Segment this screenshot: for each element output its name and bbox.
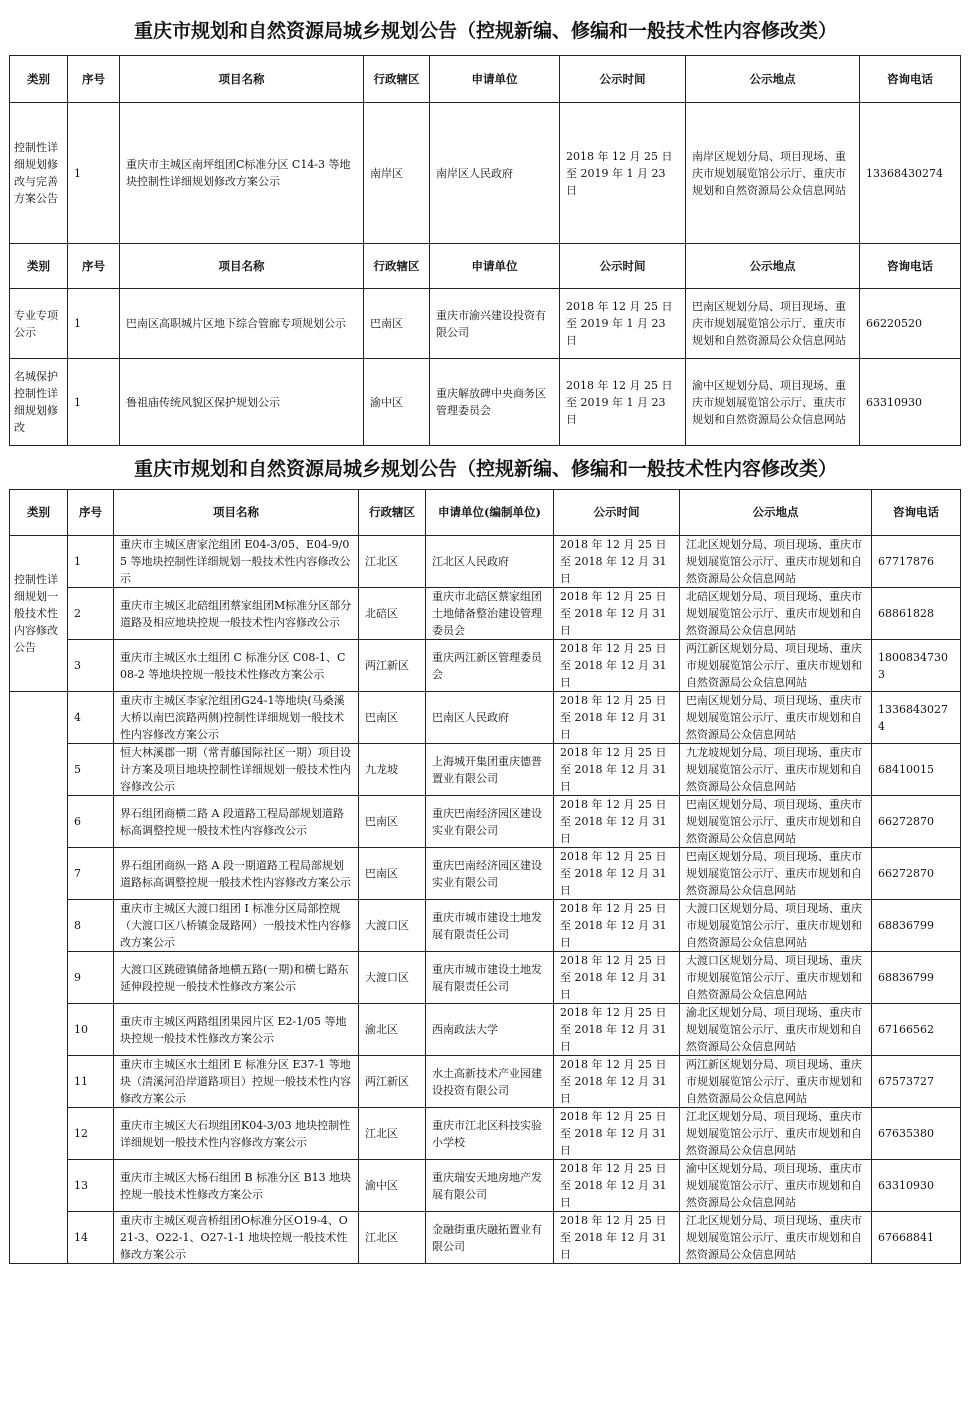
phone: 66272870 [872, 796, 961, 848]
publicity-time: 2018 年 12 月 25 日至 2018 年 12 月 31 日 [554, 796, 680, 848]
district: 北碚区 [359, 588, 426, 640]
publicity-time: 2018 年 12 月 25 日至 2018 年 12 月 31 日 [554, 1160, 680, 1212]
header-project-name: 项目名称 [120, 56, 364, 103]
phone: 66220520 [860, 289, 961, 359]
publicity-place: 大渡口区规划分局、项目现场、重庆市规划展览馆公示厅、重庆市规划和自然资源局公众信息网站 [680, 900, 872, 952]
header-applicant: 申请单位 [430, 244, 560, 289]
row-number: 7 [68, 848, 114, 900]
district: 江北区 [359, 1212, 426, 1264]
header-applicant: 申请单位(编制单位) [426, 490, 554, 536]
district: 渝中区 [359, 1160, 426, 1212]
table-row [10, 103, 961, 244]
category-cell: 控制性详细规划修改与完善方案公告 [10, 103, 68, 244]
applicant: 重庆市城市建设土地发展有限责任公司 [426, 900, 554, 952]
publicity-place: 江北区规划分局、项目现场、重庆市规划展览馆公示厅、重庆市规划和自然资源局公众信息网站 [680, 1108, 872, 1160]
project-name: 重庆市主城区水土组团 E 标准分区 E37-1 等地块（清溪河沿岸道路项目）控规一般技术性内容修改方案公示 [114, 1056, 359, 1108]
publicity-place: 北碚区规划分局、项目现场、重庆市规划展览馆公示厅、重庆市规划和自然资源局公众信息网站 [680, 588, 872, 640]
district: 九龙坡 [359, 744, 426, 796]
row-number: 8 [68, 900, 114, 952]
table-row [10, 1212, 961, 1264]
table-row [10, 796, 961, 848]
phone: 63310930 [872, 1160, 961, 1212]
row-number: 9 [68, 952, 114, 1004]
header-district: 行政辖区 [364, 244, 430, 289]
table-row [10, 359, 961, 446]
applicant: 西南政法大学 [426, 1004, 554, 1056]
applicant: 重庆市北碚区蔡家组团土地储备整治建设管理委员会 [426, 588, 554, 640]
row-number: 1 [68, 359, 120, 446]
row-number: 1 [68, 536, 114, 588]
phone: 13368430274 [860, 103, 961, 244]
phone: 68836799 [872, 952, 961, 1004]
header-category: 类别 [10, 244, 68, 289]
table-row [10, 289, 961, 359]
announcement-table-1 [9, 55, 961, 446]
district: 两江新区 [359, 1056, 426, 1108]
phone: 68861828 [872, 588, 961, 640]
category-cell-empty [10, 692, 68, 1264]
row-number: 5 [68, 744, 114, 796]
project-name: 重庆市主城区北碚组团蔡家组团M标准分区部分道路及相应地块控规一般技术性内容修改公示 [114, 588, 359, 640]
applicant: 上海城开集团重庆德普置业有限公司 [426, 744, 554, 796]
publicity-place: 渝中区规划分局、项目现场、重庆市规划展览馆公示厅、重庆市规划和自然资源局公众信息网站 [686, 359, 860, 446]
publicity-time: 2018 年 12 月 25 日至 2018 年 12 月 31 日 [554, 1004, 680, 1056]
district: 大渡口区 [359, 952, 426, 1004]
applicant: 巴南区人民政府 [426, 692, 554, 744]
project-name: 重庆市主城区观音桥组团O标准分区O19-4、O21-3、O22-1、O27-1-1 地块控规一般技术性修改方案公示 [114, 1212, 359, 1264]
publicity-place: 巴南区规划分局、项目现场、重庆市规划展览馆公示厅、重庆市规划和自然资源局公众信息网站 [680, 848, 872, 900]
header-place: 公示地点 [686, 56, 860, 103]
page-title-2: 重庆市规划和自然资源局城乡规划公告（控规新编、修编和一般技术性内容修改类） [133, 458, 837, 480]
header-phone: 咨询电话 [860, 244, 961, 289]
publicity-place: 江北区规划分局、项目现场、重庆市规划展览馆公示厅、重庆市规划和自然资源局公众信息网站 [680, 536, 872, 588]
table-row [10, 588, 961, 640]
row-number: 10 [68, 1004, 114, 1056]
publicity-place: 巴南区规划分局、项目现场、重庆市规划展览馆公示厅、重庆市规划和自然资源局公众信息网站 [680, 796, 872, 848]
publicity-time: 2018 年 12 月 25 日至 2018 年 12 月 31 日 [554, 848, 680, 900]
publicity-time: 2018 年 12 月 25 日至 2018 年 12 月 31 日 [554, 536, 680, 588]
applicant: 重庆瑞安天地房地产发展有限公司 [426, 1160, 554, 1212]
header-applicant: 申请单位 [430, 56, 560, 103]
table-row [10, 692, 961, 744]
district: 巴南区 [359, 796, 426, 848]
publicity-time: 2018 年 12 月 25 日至 2019 年 1 月 23 日 [560, 103, 686, 244]
table-row [10, 900, 961, 952]
district: 巴南区 [359, 692, 426, 744]
district: 渝北区 [359, 1004, 426, 1056]
row-number: 1 [68, 103, 120, 244]
table-row [10, 952, 961, 1004]
publicity-place: 渝北区规划分局、项目现场、重庆市规划展览馆公示厅、重庆市规划和自然资源局公众信息网站 [680, 1004, 872, 1056]
publicity-time: 2018 年 12 月 25 日至 2018 年 12 月 31 日 [554, 900, 680, 952]
publicity-time: 2018 年 12 月 25 日至 2018 年 12 月 31 日 [554, 744, 680, 796]
applicant: 重庆巴南经济园区建设实业有限公司 [426, 796, 554, 848]
project-name: 重庆市主城区李家沱组团G24-1等地块(马桑溪大桥以南巴滨路两侧)控制性详细规划一般技术性内容修改方案公示 [114, 692, 359, 744]
district: 渝中区 [364, 359, 430, 446]
applicant: 重庆解放碑中央商务区管理委员会 [430, 359, 560, 446]
table-row [10, 1108, 961, 1160]
table-header-row [10, 490, 961, 536]
phone: 67717876 [872, 536, 961, 588]
publicity-time: 2018 年 12 月 25 日至 2019 年 1 月 23 日 [560, 359, 686, 446]
header-phone: 咨询电话 [872, 490, 961, 536]
header-no: 序号 [68, 244, 120, 289]
table-header-row [10, 244, 961, 289]
applicant: 南岸区人民政府 [430, 103, 560, 244]
applicant: 重庆两江新区管理委员会 [426, 640, 554, 692]
header-district: 行政辖区 [364, 56, 430, 103]
header-place: 公示地点 [680, 490, 872, 536]
district: 大渡口区 [359, 900, 426, 952]
project-name: 大渡口区跳磴镇储备地横五路(一期)和横七路东延伸段控规一般技术性修改方案公示 [114, 952, 359, 1004]
publicity-time: 2018 年 12 月 25 日至 2018 年 12 月 31 日 [554, 692, 680, 744]
phone: 67635380 [872, 1108, 961, 1160]
row-number: 4 [68, 692, 114, 744]
header-category: 类别 [10, 490, 68, 536]
table-row [10, 1056, 961, 1108]
page-title: 重庆市规划和自然资源局城乡规划公告（控规新编、修编和一般技术性内容修改类） [133, 20, 837, 42]
phone: 67166562 [872, 1004, 961, 1056]
publicity-time: 2018 年 12 月 25 日至 2018 年 12 月 31 日 [554, 1108, 680, 1160]
project-name: 重庆市主城区大石坝组团K04-3/03 地块控制性详细规划一般技术性内容修改方案公示 [114, 1108, 359, 1160]
district: 两江新区 [359, 640, 426, 692]
header-place: 公示地点 [686, 244, 860, 289]
row-number: 3 [68, 640, 114, 692]
publicity-place: 九龙坡规划分局、项目现场、重庆市规划展览馆公示厅、重庆市规划和自然资源局公众信息网站 [680, 744, 872, 796]
project-name: 巴南区高职城片区地下综合管廊专项规划公示 [120, 289, 364, 359]
project-name: 重庆市主城区大杨石组团 B 标准分区 B13 地块控规一般技术性修改方案公示 [114, 1160, 359, 1212]
row-number: 13 [68, 1160, 114, 1212]
publicity-place: 江北区规划分局、项目现场、重庆市规划展览馆公示厅、重庆市规划和自然资源局公众信息网站 [680, 1212, 872, 1264]
project-name: 重庆市主城区两路组团果园片区 E2-1/05 等地块控规一般技术性修改方案公示 [114, 1004, 359, 1056]
applicant: 重庆巴南经济园区建设实业有限公司 [426, 848, 554, 900]
table-row [10, 1004, 961, 1056]
project-name: 鲁祖庙传统风貌区保护规划公示 [120, 359, 364, 446]
publicity-time: 2018 年 12 月 25 日至 2019 年 1 月 23 日 [560, 289, 686, 359]
header-category: 类别 [10, 56, 68, 103]
publicity-time: 2018 年 12 月 25 日至 2018 年 12 月 31 日 [554, 588, 680, 640]
phone: 18008347303 [872, 640, 961, 692]
publicity-place: 渝中区规划分局、项目现场、重庆市规划展览馆公示厅、重庆市规划和自然资源局公众信息网站 [680, 1160, 872, 1212]
publicity-time: 2018 年 12 月 25 日至 2018 年 12 月 31 日 [554, 1056, 680, 1108]
publicity-place: 大渡口区规划分局、项目现场、重庆市规划展览馆公示厅、重庆市规划和自然资源局公众信息网站 [680, 952, 872, 1004]
district: 江北区 [359, 536, 426, 588]
phone: 68410015 [872, 744, 961, 796]
header-project-name: 项目名称 [114, 490, 359, 536]
publicity-place: 巴南区规划分局、项目现场、重庆市规划展览馆公示厅、重庆市规划和自然资源局公众信息网站 [680, 692, 872, 744]
phone: 68836799 [872, 900, 961, 952]
district: 南岸区 [364, 103, 430, 244]
district: 巴南区 [364, 289, 430, 359]
project-name: 重庆市主城区大渡口组团 I 标准分区局部控规（大渡口区八桥镇金晟路网）一般技术性内容修改方案公示 [114, 900, 359, 952]
project-name: 重庆市主城区水土组团 C 标准分区 C08-1、C08-2 等地块控规一般技术性修改方案公示 [114, 640, 359, 692]
row-number: 11 [68, 1056, 114, 1108]
announcement-table-2 [9, 489, 961, 1264]
publicity-time: 2018 年 12 月 25 日至 2018 年 12 月 31 日 [554, 1212, 680, 1264]
applicant: 重庆市渝兴建设投资有限公司 [430, 289, 560, 359]
applicant: 重庆市城市建设土地发展有限责任公司 [426, 952, 554, 1004]
publicity-place: 南岸区规划分局、项目现场、重庆市规划展览馆公示厅、重庆市规划和自然资源局公众信息网站 [686, 103, 860, 244]
project-name: 恒大林溪郡一期（常青藤国际社区一期）项目设计方案及项目地块控制性详细规划一般技术性内容修改公示 [114, 744, 359, 796]
phone: 63310930 [860, 359, 961, 446]
publicity-place: 巴南区规划分局、项目现场、重庆市规划展览馆公示厅、重庆市规划和自然资源局公众信息网站 [686, 289, 860, 359]
applicant: 重庆市江北区科技实验小学校 [426, 1108, 554, 1160]
header-time: 公示时间 [554, 490, 680, 536]
header-time: 公示时间 [560, 56, 686, 103]
project-name: 界石组团商横二路 A 段道路工程局部规划道路标高调整控规一般技术性内容修改公示 [114, 796, 359, 848]
table-header-row [10, 56, 961, 103]
table-row [10, 1160, 961, 1212]
table-row [10, 640, 961, 692]
header-time: 公示时间 [560, 244, 686, 289]
header-no: 序号 [68, 56, 120, 103]
phone: 67668841 [872, 1212, 961, 1264]
row-number: 6 [68, 796, 114, 848]
header-no: 序号 [68, 490, 114, 536]
row-number: 12 [68, 1108, 114, 1160]
header-project-name: 项目名称 [120, 244, 364, 289]
district: 巴南区 [359, 848, 426, 900]
project-name: 界石组团商纵一路 A 段一期道路工程局部规划道路标高调整控规一般技术性内容修改方案公示 [114, 848, 359, 900]
project-name: 重庆市主城区南坪组团C标准分区 C14-3 等地块控制性详细规划修改方案公示 [120, 103, 364, 244]
applicant: 水土高新技术产业园建设投资有限公司 [426, 1056, 554, 1108]
phone: 67573727 [872, 1056, 961, 1108]
phone: 66272870 [872, 848, 961, 900]
row-number: 1 [68, 289, 120, 359]
category-cell: 专业专项公示 [10, 289, 68, 359]
district: 江北区 [359, 1108, 426, 1160]
row-number: 2 [68, 588, 114, 640]
publicity-time: 2018 年 12 月 25 日至 2018 年 12 月 31 日 [554, 952, 680, 1004]
publicity-place: 两江新区规划分局、项目现场、重庆市规划展览馆公示厅、重庆市规划和自然资源局公众信息网站 [680, 1056, 872, 1108]
table-row [10, 744, 961, 796]
publicity-time: 2018 年 12 月 25 日至 2018 年 12 月 31 日 [554, 640, 680, 692]
header-phone: 咨询电话 [860, 56, 961, 103]
project-name: 重庆市主城区唐家沱组团 E04-3/05、E04-9/05 等地块控制性详细规划一般技术性内容修改公示 [114, 536, 359, 588]
header-district: 行政辖区 [359, 490, 426, 536]
category-cell: 名城保护控制性详细规划修改 [10, 359, 68, 446]
table-row [10, 848, 961, 900]
applicant: 金融街重庆融拓置业有限公司 [426, 1212, 554, 1264]
category-cell: 控制性详细规划一般技术性内容修改公告 [10, 536, 68, 692]
phone: 13368430274 [872, 692, 961, 744]
applicant: 江北区人民政府 [426, 536, 554, 588]
publicity-place: 两江新区规划分局、项目现场、重庆市规划展览馆公示厅、重庆市规划和自然资源局公众信息网站 [680, 640, 872, 692]
table-row [10, 536, 961, 588]
row-number: 14 [68, 1212, 114, 1264]
